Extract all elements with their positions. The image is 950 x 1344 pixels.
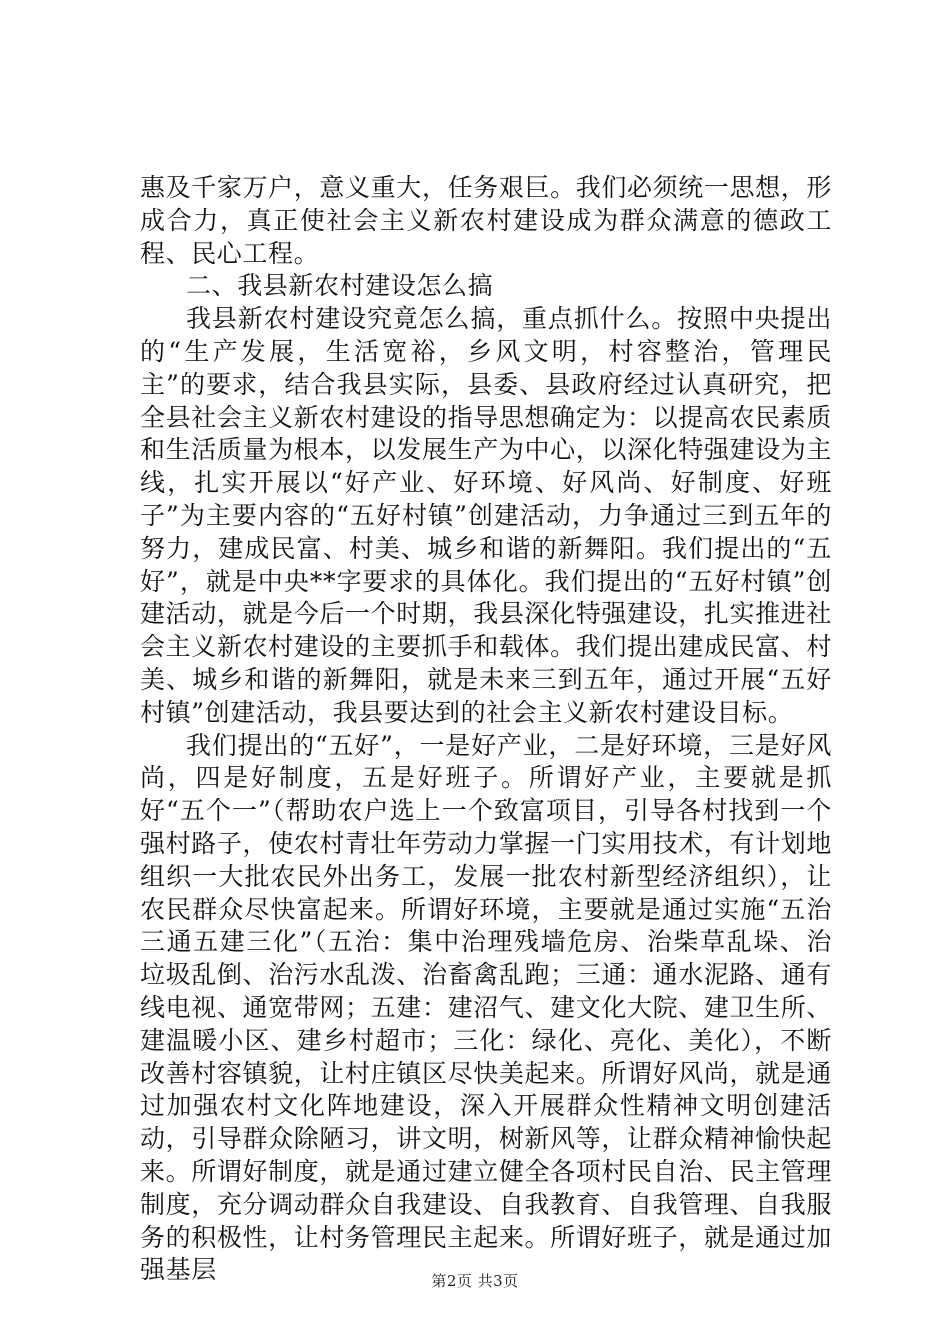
paragraph-guiding-ideology: 我县新农村建设究竟怎么搞，重点抓什么。按照中央提出的“生产发展，生活宽裕，乡风文明，村容整治，管理民主”的要求，结合我县实际，县委、县政府经过认真研究，把全县社会主义新农村建设的指导思想确定为：以提高农民素质和生活质量为根本，以发展生产为中心，以深化特强建设为主线，扎实开展以“好产业、好环境、好风尚、好制度、好班子”为主要内容的“五好村镇”创建活动，力争通过三到五年的努力，建成民富、村美、城乡和谐的新舞阳。我们提出的“五好”，就是中央**字要求的具体化。我们提出的“五好村镇”创建活动，就是今后一个时期，我县深化特强建设，扎实推进社会主义新农村建设的主要抓手和载体。我们提出建成民富、村美、城乡和谐的新舞阳，就是未来三到五年，通过开展“五好村镇”创建活动，我县要达到的社会主义新农村建设目标。 bbox=[140, 304, 832, 727]
section-heading: 二、我县新农村建设怎么搞 bbox=[186, 271, 494, 301]
paragraph-five-goods: 我们提出的“五好”，一是好产业，二是好环境，三是好风尚，四是好制度，五是好班子。所谓好产业，主要就是抓好“五个一”（帮助农户选上一个致富项目，引导各村找到一个强村路子，使农村青壮年劳动力掌握一门实用技术，有计划地组织一大批农民外出务工，发展一批农村新型经济组织），让农民群众尽快富起来。所谓好环境，主要就是通过实施“五治三通五建三化”（五治：集中治理残墙危房、治柴草乱垛、治垃圾乱倒、治污水乱泼、治畜禽乱跑；三通：通水泥路、通有线电视、通宽带网；五建：建沼气、建文化大院、建卫生所、建温暖小区、建乡村超市；三化：绿化、亮化、美化），不断改善村容镇貌，让村庄镇区尽快美起来。所谓好风尚，就是通过加强农村文化阵地建设，深入开展群众性精神文明创建活动，引导群众除陋习，讲文明，树新风等，让群众精神愉快起来。所谓好制度，就是通过建立健全各项村民自治、民主管理制度，充分调动群众自我建设、自我教育、自我管理、自我服务的积极性，让村务管理民主起来。所谓好班子，就是通过加强基层 bbox=[140, 730, 832, 1285]
page-footer bbox=[0, 1271, 950, 1291]
page-number: 第2页 共3页 bbox=[431, 1272, 519, 1290]
document-body bbox=[140, 172, 832, 1287]
paragraph-continuation: 惠及千家万户，意义重大，任务艰巨。我们必须统一思想，形成合力，真正使社会主义新农村建设成为群众满意的德政工程、民心工程。 bbox=[140, 173, 832, 268]
